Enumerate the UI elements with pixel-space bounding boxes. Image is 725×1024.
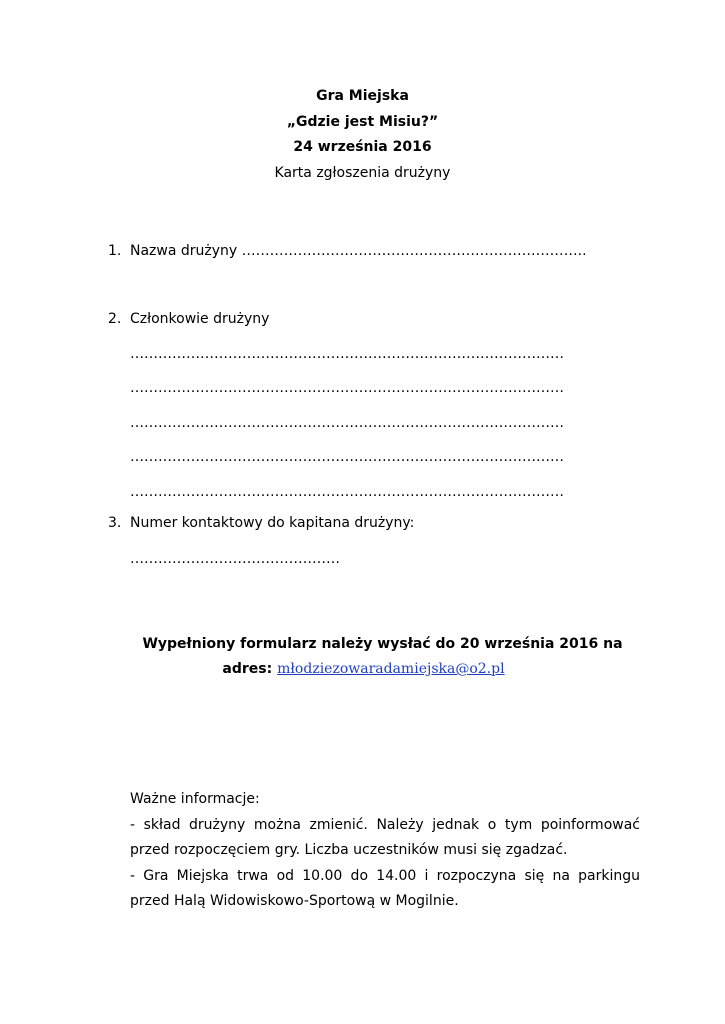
item-number: 1. xyxy=(108,243,122,259)
team-name-field[interactable]: ……………………………………………………………….. xyxy=(241,243,587,259)
submission-notice-line2 xyxy=(0,659,725,679)
event-title: Gra Miejska xyxy=(316,88,409,104)
form-name: Karta zgłoszenia drużyny xyxy=(274,165,451,181)
member-field-5[interactable]: ………………………………………………………………………………… xyxy=(130,484,564,500)
info-line-1: - skład drużyny można zmienić. Należy jednak o tym poinformować xyxy=(130,817,640,833)
item-number: 3. xyxy=(108,515,122,531)
email-link[interactable]: młodziezowaradamiejska@o2.pl xyxy=(277,661,505,677)
captain-phone-field[interactable]: ……………………………………… xyxy=(130,551,340,567)
event-date: 24 września 2016 xyxy=(293,139,432,155)
member-field-4[interactable]: ………………………………………………………………………………… xyxy=(130,449,564,465)
info-heading: Ważne informacje: xyxy=(130,791,260,807)
member-field-1[interactable]: ………………………………………………………………………………… xyxy=(130,346,564,362)
captain-phone-label: Numer kontaktowy do kapitana drużyny: xyxy=(130,515,415,531)
team-members-item xyxy=(108,309,269,329)
member-field-2[interactable]: ………………………………………………………………………………… xyxy=(130,380,564,396)
address-label: adres: xyxy=(222,661,278,677)
team-members-label: Członkowie drużyny xyxy=(130,311,270,327)
submission-notice-line1: Wypełniony formularz należy wysłać do 20 września 2016 na xyxy=(142,636,623,652)
item-number: 2. xyxy=(108,311,122,327)
member-field-3[interactable]: ………………………………………………………………………………… xyxy=(130,415,564,431)
info-line-2: przed rozpoczęciem gry. Liczba uczestników musi się zgadzać. xyxy=(130,842,568,858)
team-name-label: Nazwa drużyny xyxy=(130,243,238,259)
captain-phone-item xyxy=(108,513,414,533)
info-line-4: przed Halą Widowiskowo-Sportową w Mogilnie. xyxy=(130,893,459,909)
team-name-item xyxy=(108,241,587,261)
event-subtitle: „Gdzie jest Misiu?” xyxy=(286,114,439,130)
info-line-3: - Gra Miejska trwa od 10.00 do 14.00 i rozpoczyna się na parkingu xyxy=(130,868,640,884)
